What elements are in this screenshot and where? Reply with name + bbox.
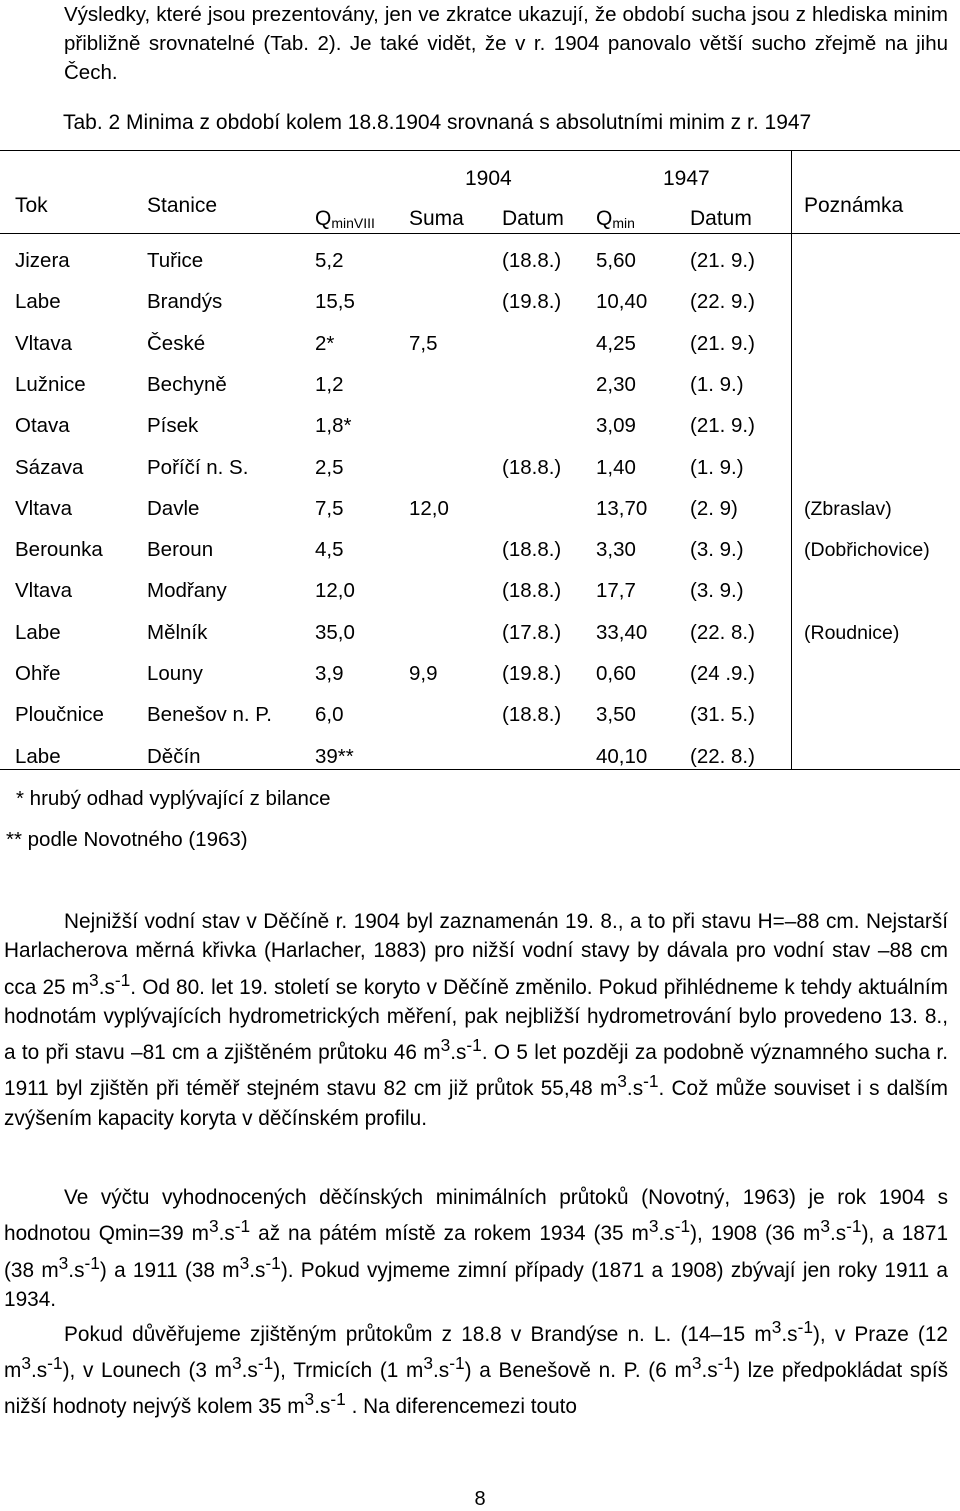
header-poznamka: Poznámka — [804, 194, 904, 217]
header-stanice: Stanice — [147, 194, 218, 217]
cell-qmin: 4,25 — [596, 332, 636, 355]
cell-poznamka: (Dobřichovice) — [804, 539, 930, 561]
cell-datum-1904: (17.8.) — [502, 621, 562, 644]
cell-tok: Jizera — [15, 249, 70, 272]
cell-qmin: 2,30 — [596, 373, 636, 396]
poznamka-left-rule — [791, 150, 792, 770]
cell-suma: 9,9 — [409, 662, 438, 685]
cell-qminviii: 1,8* — [315, 414, 352, 437]
cell-stanice: Benešov n. P. — [147, 703, 272, 726]
footnote-novotny: ** podle Novotného (1963) — [6, 828, 248, 851]
cell-datum-1947: (21. 9.) — [690, 414, 755, 437]
cell-datum-1947: (22. 8.) — [690, 621, 755, 644]
cell-datum-1904: (18.8.) — [502, 538, 562, 561]
cell-tok: Vltava — [15, 497, 72, 520]
cell-datum-1947: (2. 9) — [690, 497, 738, 520]
paragraph-minimal-flows: Ve výčtu vyhodnocených děčínských minimálních průtoků (Novotný, 1963) je rok 1904 s hodnotou Qmin=39 $m^3.s^{-1}$ až na pátém místě za rokem 1934 (35 $m^3.s^{-1}$), 1908 (36 $m^3.s^{-1}$), a 1871 (38 $m^3.s^{-1}$) a 1911 (38 $m^3.s^{-1}$). Pokud vyjmeme zimní případy (1871 a 1908) zbývají jen roky 1911 a 1934. — [4, 1186, 949, 1311]
cell-datum-1947: (1. 9.) — [690, 373, 744, 396]
cell-datum-1904: (18.8.) — [502, 703, 562, 726]
header-year-1947: 1947 — [663, 167, 710, 190]
cell-tok: Labe — [15, 621, 61, 644]
cell-datum-1947: (3. 9.) — [690, 538, 744, 561]
cell-qminviii: 12,0 — [315, 579, 355, 602]
cell-poznamka: (Roudnice) — [804, 622, 900, 644]
cell-datum-1947: (21. 9.) — [690, 332, 755, 355]
cell-qmin: 33,40 — [596, 621, 648, 644]
header-tok: Tok — [15, 194, 48, 217]
cell-stanice: Brandýs — [147, 290, 223, 313]
cell-tok: Ohře — [15, 662, 61, 685]
cell-tok: Otava — [15, 414, 70, 437]
cell-stanice: Tuřice — [147, 249, 204, 272]
cell-qminviii: 6,0 — [315, 703, 344, 726]
cell-stanice: Bechyně — [147, 373, 227, 396]
cell-datum-1947: (22. 8.) — [690, 745, 755, 768]
cell-datum-1947: (31. 5.) — [690, 703, 755, 726]
cell-qminviii: 15,5 — [315, 290, 355, 313]
cell-qmin: 17,7 — [596, 579, 636, 602]
cell-stanice: Písek — [147, 414, 199, 437]
table-top-rule — [0, 150, 960, 151]
cell-qminviii: 2* — [315, 332, 335, 355]
footnote-rough-estimate: * hrubý odhad vyplývající z bilance — [16, 787, 331, 810]
header-qmin: $Q_{min}$ — [596, 207, 635, 231]
cell-qmin: 3,50 — [596, 703, 636, 726]
header-datum-1904: Datum — [502, 207, 564, 230]
cell-qmin: 10,40 — [596, 290, 648, 313]
cell-tok: Labe — [15, 290, 61, 313]
cell-qmin: 3,09 — [596, 414, 636, 437]
cell-tok: Ploučnice — [15, 703, 104, 726]
cell-qmin: 5,60 — [596, 249, 636, 272]
cell-qmin: 1,40 — [596, 456, 636, 479]
header-bottom-rule — [0, 233, 960, 234]
cell-datum-1947: (3. 9.) — [690, 579, 744, 602]
cell-stanice: Poříčí n. S. — [147, 456, 249, 479]
cell-tok: Lužnice — [15, 373, 86, 396]
cell-qmin: 13,70 — [596, 497, 648, 520]
cell-stanice: Děčín — [147, 745, 201, 768]
page-number: 8 — [474, 1488, 486, 1510]
cell-datum-1947: (24 .9.) — [690, 662, 755, 685]
paragraph-brandys-flows: Pokud důvěřujeme zjištěným průtokům z 18.8 v Brandýse n. L. (14–15 $m^3.s^{-1}$), v Praze (12 $m^3.s^{-1}$), v Lounech (3 $m^3.s^{-1}$), Trmicích (1 $m^3.s^{-1}$) a Benešově n. P. (6 $m^3.s^{-1}$) lze předpokládat spíš nižší hodnoty nejvýš kolem 35 $m^3.s^{-1}$ . Na diferencemezi touto — [4, 1317, 948, 1419]
cell-tok: Vltava — [15, 579, 72, 602]
cell-suma: 7,5 — [409, 332, 438, 355]
cell-suma: 12,0 — [409, 497, 449, 520]
cell-qminviii: 35,0 — [315, 621, 355, 644]
cell-stanice: Beroun — [147, 538, 214, 561]
cell-stanice: České — [147, 332, 206, 355]
header-qminviii: $Q_{minVIII}$ — [315, 207, 375, 231]
cell-stanice: Mělník — [147, 621, 208, 644]
cell-qmin: 40,10 — [596, 745, 648, 768]
cell-datum-1904: (19.8.) — [502, 290, 562, 313]
cell-datum-1947: (1. 9.) — [690, 456, 744, 479]
header-suma: Suma — [409, 207, 464, 230]
cell-tok: Labe — [15, 745, 61, 768]
cell-qminviii: 2,5 — [315, 456, 344, 479]
cell-qminviii: 5,2 — [315, 249, 344, 272]
cell-datum-1947: (21. 9.) — [690, 249, 755, 272]
cell-stanice: Davle — [147, 497, 200, 520]
cell-tok: Vltava — [15, 332, 72, 355]
cell-datum-1904: (19.8.) — [502, 662, 562, 685]
cell-datum-1904: (18.8.) — [502, 249, 562, 272]
cell-qminviii: 3,9 — [315, 662, 344, 685]
cell-datum-1904: (18.8.) — [502, 579, 562, 602]
cell-qminviii: 4,5 — [315, 538, 344, 561]
cell-qmin: 0,60 — [596, 662, 636, 685]
cell-qminviii: 1,2 — [315, 373, 344, 396]
cell-qminviii: 39** — [315, 745, 354, 768]
cell-qminviii: 7,5 — [315, 497, 344, 520]
cell-stanice: Modřany — [147, 579, 227, 602]
intro-paragraph: Výsledky, které jsou prezentovány, jen ve zkratce ukazují, že období sucha jsou z hlediska minim přibližně srovnatelné (Tab. 2). Je také vidět, že v r. 1904 panovalo větší sucho zřejmě na jihu Čech. — [64, 3, 948, 84]
cell-tok: Sázava — [15, 456, 84, 479]
cell-tok: Berounka — [15, 538, 103, 561]
header-year-1904: 1904 — [465, 167, 512, 190]
paragraph-decin-1904: Nejnižší vodní stav v Děčíně r. 1904 byl zaznamenán 19. 8., a to při stavu H=–88 cm. Nejstarší Harlacherova měrná křivka (Harlacher, 1883) pro nižší vodní stavy by dávala pro vodní stav –88 cm cca 25 $m^3.s^{-1}$. Od 80. let 19. století se koryto v Děčíně změnilo. Pokud přihlédneme k tehdy aktuálním hodnotám vyplývajících hydrometrických měření, pak nejbližší hydrometrování bylo provedeno 13. 8., a to při stavu –81 cm a zjištěném průtoku 46 $m^3.s^{-1}$. O 5 let později za podobně významného sucha r. 1911 byl zjištěn při téměř stejném stavu 82 cm již průtok 55,48 $m^3.s^{-1}$. Což může souviset i s dalším zvýšením kapacity koryta v děčínském profilu. — [4, 910, 948, 1130]
cell-poznamka: (Zbraslav) — [804, 498, 892, 520]
cell-stanice: Louny — [147, 662, 203, 685]
table-bottom-rule — [0, 769, 960, 770]
header-datum-1947: Datum — [690, 207, 752, 230]
table-caption: Tab. 2 Minima z období kolem 18.8.1904 srovnaná s absolutními minim z r. 1947 — [63, 111, 812, 134]
cell-qmin: 3,30 — [596, 538, 636, 561]
cell-datum-1904: (18.8.) — [502, 456, 562, 479]
cell-datum-1947: (22. 9.) — [690, 290, 755, 313]
